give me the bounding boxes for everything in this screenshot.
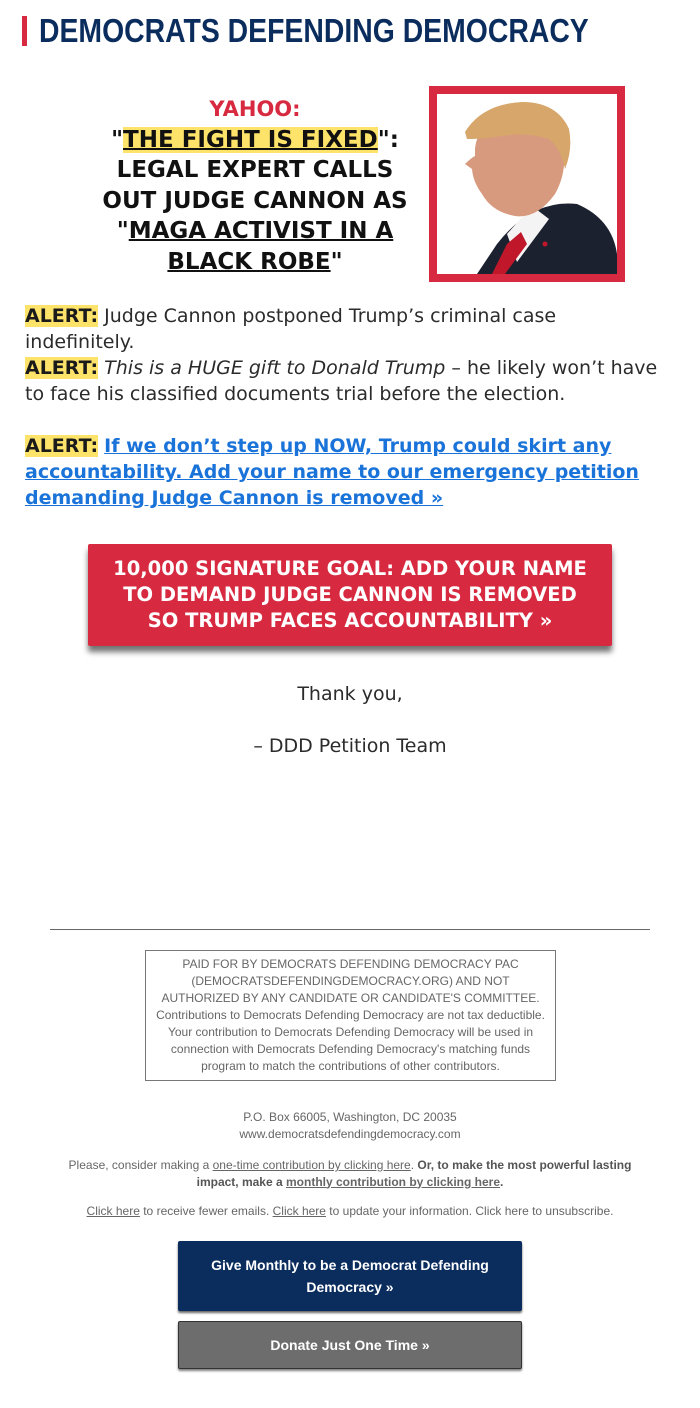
hero-section (0, 86, 700, 286)
alert-paragraph-1 (25, 303, 665, 355)
alert-paragraph-3 (25, 433, 665, 511)
alert-italic-text: This is a HUGE gift to Donald Trump (104, 357, 446, 379)
footer-email-preferences (50, 1203, 650, 1220)
hero-headline[interactable] (95, 94, 415, 277)
closing-thanks: Thank you, (297, 683, 403, 705)
footer-text: to receive fewer emails. (139, 1204, 273, 1218)
update-info-link[interactable]: Click here (272, 1204, 326, 1218)
footer-text: Please, consider making a (68, 1158, 213, 1172)
disclaimer-tax: Contributions to Democrats Defending Democracy are not tax deductible. (156, 1008, 545, 1022)
alert-label: ALERT: (25, 435, 99, 457)
headline-source: YAHOO: (209, 97, 301, 121)
petition-link[interactable]: If we don’t step up NOW, Trump could skirt any accountability. Add your name to our emergency petition demanding Judge Cannon is removed » (25, 435, 639, 509)
disclaimer-matching: Your contribution to Democrats Defending Democracy will be used in connection with Democrats Defending Democracy's matching funds program to match the contributions of other contributors. (167, 1025, 534, 1073)
quote-mark: " (111, 126, 124, 153)
disclaimer-paid-for: PAID FOR BY DEMOCRATS DEFENDING DEMOCRACY PAC (DEMOCRATSDEFENDINGDEMOCRACY.ORG) AND NOT AUTHORIZED BY ANY CANDIDATE OR CANDIDATE'S COMMITTEE. (161, 957, 540, 1005)
trump-photo[interactable] (429, 86, 625, 282)
logo-red-bar (22, 16, 27, 46)
closing-signature: – DDD Petition Team (253, 735, 447, 757)
alert-text: Judge Cannon postponed Trump’s criminal case indefinitely. (25, 305, 557, 353)
footer-address: P.O. Box 66005, Washington, DC 20035 (243, 1110, 457, 1124)
fewer-emails-link[interactable]: Click here (86, 1204, 140, 1218)
alert-text: – he likely won’t have to face his classified documents trial before the election. (25, 357, 658, 405)
alert-label: ALERT: (25, 305, 99, 327)
donate-one-time-label: Donate Just One Time » (270, 1337, 430, 1353)
header-logo (0, 12, 700, 50)
give-monthly-label: Give Monthly to be a Democrat Defending Democracy » (211, 1257, 489, 1295)
headline-highlight: THE FIGHT IS FIXED (123, 126, 378, 153)
alert-label: ALERT: (25, 357, 99, 379)
footer-text: . (500, 1174, 504, 1189)
give-monthly-button[interactable] (178, 1241, 522, 1311)
donate-one-time-button[interactable] (178, 1321, 522, 1369)
headline-underlined-quote: MAGA ACTIVIST IN A BLACK ROBE (128, 218, 394, 275)
unsubscribe-text[interactable]: to update your information. Click here to unsubscribe. (325, 1204, 614, 1218)
cta-label: 10,000 SIGNATURE GOAL: ADD YOUR NAME TO DEMAND JUDGE CANNON IS REMOVED SO TRUMP FACES ACCOUNTABILITY » (113, 557, 587, 632)
footer-divider (50, 929, 650, 930)
alert-paragraph-2 (25, 355, 665, 407)
footer-address-block (50, 1109, 650, 1142)
headline-body: LEGAL EXPERT CALLS OUT JUDGE CANNON AS " (102, 157, 408, 244)
portrait-illustration-icon (437, 94, 617, 274)
footer-bold-text: Or, to make the most powerful lasting impact, make a (196, 1158, 632, 1189)
footer-contribution (50, 1157, 650, 1190)
quote-mark: ": (377, 126, 399, 153)
petition-cta-button[interactable] (88, 544, 612, 646)
monthly-contribution-link[interactable]: monthly contribution by clicking here (286, 1174, 501, 1189)
one-time-contribution-link[interactable]: one-time contribution by clicking here (212, 1158, 411, 1172)
footer-text: . (410, 1158, 418, 1172)
quote-mark: " (330, 248, 343, 275)
footer-website: www.democratsdefendingdemocracy.com (239, 1126, 461, 1141)
logo-text: DEMOCRATS DEFENDING DEMOCRACY (38, 12, 589, 49)
paid-for-disclaimer (145, 950, 556, 1081)
